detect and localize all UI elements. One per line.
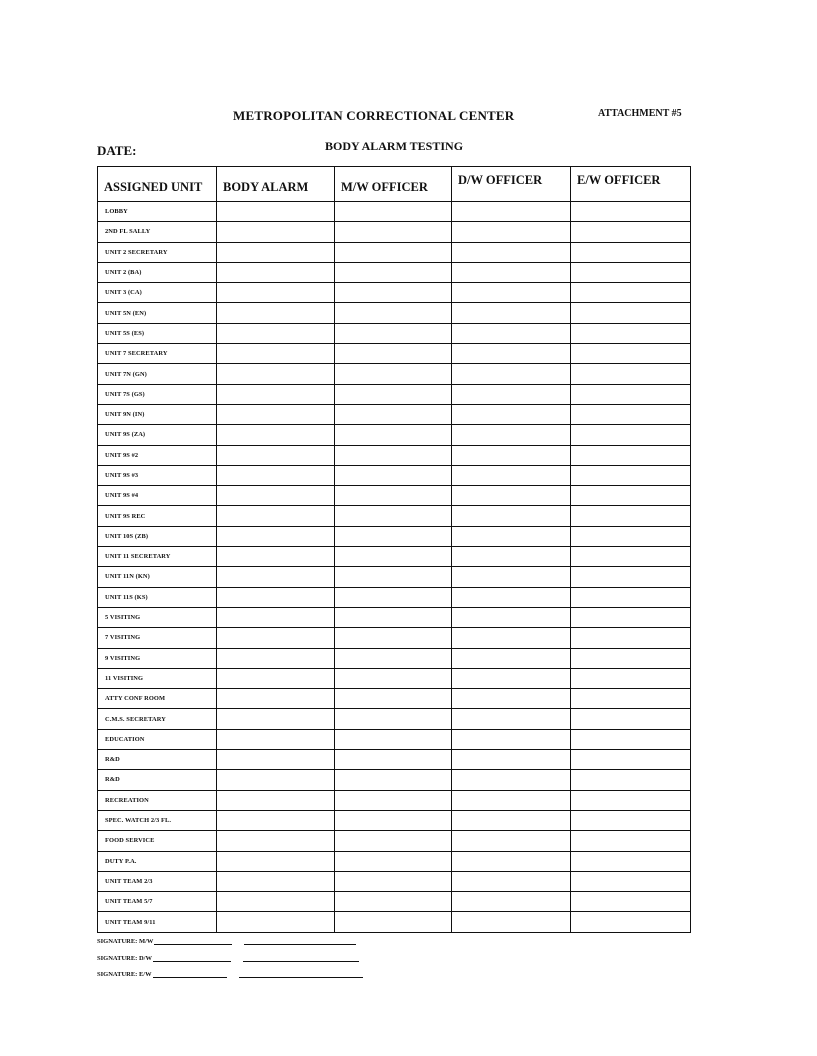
- assigned-unit-cell: 11 VISITING: [98, 669, 217, 688]
- body-alarm-cell[interactable]: [217, 628, 335, 647]
- body-alarm-cell[interactable]: [217, 263, 335, 282]
- signature-blank-mw[interactable]: [154, 937, 232, 945]
- ew-officer-cell[interactable]: [571, 405, 690, 424]
- table-body: [98, 202, 690, 933]
- mw-officer-cell[interactable]: [335, 709, 452, 728]
- dw-officer-cell[interactable]: [452, 263, 571, 282]
- assigned-unit-cell: ATTY CONF ROOM: [98, 689, 217, 708]
- body-alarm-cell[interactable]: [217, 385, 335, 404]
- mw-officer-cell[interactable]: [335, 466, 452, 485]
- table-row: [98, 912, 690, 932]
- assigned-unit-cell: UNIT 2 SECRETARY: [98, 243, 217, 262]
- table-row: [98, 831, 690, 851]
- dw-officer-cell[interactable]: [452, 811, 571, 830]
- table-row: [98, 425, 690, 445]
- body-alarm-table: [97, 166, 691, 933]
- ew-officer-cell[interactable]: [571, 831, 690, 850]
- table-row: [98, 324, 690, 344]
- assigned-unit-cell: EDUCATION: [98, 730, 217, 749]
- assigned-unit-cell: UNIT 11S (KS): [98, 588, 217, 607]
- mw-officer-cell[interactable]: [335, 202, 452, 221]
- dw-officer-cell[interactable]: [452, 324, 571, 343]
- dw-officer-cell[interactable]: [452, 303, 571, 322]
- assigned-unit-cell: RECREATION: [98, 791, 217, 810]
- assigned-unit-cell: UNIT TEAM 2/3: [98, 872, 217, 891]
- mw-officer-cell[interactable]: [335, 588, 452, 607]
- ew-officer-cell[interactable]: [571, 872, 690, 891]
- ew-officer-cell[interactable]: [571, 912, 690, 931]
- assigned-unit-cell: UNIT TEAM 9/11: [98, 912, 217, 931]
- mw-officer-cell[interactable]: [335, 364, 452, 383]
- signature-blank-ew-2[interactable]: [239, 970, 363, 978]
- mw-officer-cell[interactable]: [335, 669, 452, 688]
- assigned-unit-cell: C.M.S. SECRETARY: [98, 709, 217, 728]
- mw-officer-cell[interactable]: [335, 405, 452, 424]
- dw-officer-cell[interactable]: [452, 364, 571, 383]
- table-row: [98, 628, 690, 648]
- form-title: BODY ALARM TESTING: [325, 139, 464, 153]
- body-alarm-cell[interactable]: [217, 689, 335, 708]
- body-alarm-cell[interactable]: [217, 852, 335, 871]
- dw-officer-cell[interactable]: [452, 486, 571, 505]
- assigned-unit-cell: UNIT 9S (ZA): [98, 425, 217, 444]
- assigned-unit-cell: UNIT 9N (IN): [98, 405, 217, 424]
- body-alarm-cell[interactable]: [217, 709, 335, 728]
- signature-blank-mw-2[interactable]: [244, 937, 356, 945]
- ew-officer-cell[interactable]: [571, 202, 690, 221]
- table-row: [98, 466, 690, 486]
- assigned-unit-cell: UNIT 9S #4: [98, 486, 217, 505]
- ew-officer-cell[interactable]: [571, 385, 690, 404]
- dw-officer-cell[interactable]: [452, 547, 571, 566]
- table-row: [98, 547, 690, 567]
- body-alarm-cell[interactable]: [217, 466, 335, 485]
- assigned-unit-cell: UNIT 9S #3: [98, 466, 217, 485]
- ew-officer-cell[interactable]: [571, 283, 690, 302]
- dw-officer-cell[interactable]: [452, 222, 571, 241]
- body-alarm-cell[interactable]: [217, 588, 335, 607]
- dw-officer-cell[interactable]: [452, 344, 571, 363]
- ew-officer-cell[interactable]: [571, 446, 690, 465]
- body-alarm-cell[interactable]: [217, 750, 335, 769]
- assigned-unit-cell: UNIT 7 SECRETARY: [98, 344, 217, 363]
- column-header-mw-officer: M/W OFFICER: [335, 167, 452, 201]
- table-row: [98, 730, 690, 750]
- signature-label-ew: SIGNATURE: E/W: [97, 971, 152, 978]
- assigned-unit-cell: UNIT 9S #2: [98, 446, 217, 465]
- dw-officer-cell[interactable]: [452, 669, 571, 688]
- ew-officer-cell[interactable]: [571, 263, 690, 282]
- table-row: [98, 446, 690, 466]
- body-alarm-cell[interactable]: [217, 364, 335, 383]
- table-row: [98, 649, 690, 669]
- body-alarm-cell[interactable]: [217, 649, 335, 668]
- assigned-unit-cell: 9 VISITING: [98, 649, 217, 668]
- table-row: [98, 263, 690, 283]
- dw-officer-cell[interactable]: [452, 283, 571, 302]
- table-row: [98, 852, 690, 872]
- body-alarm-cell[interactable]: [217, 527, 335, 546]
- mw-officer-cell[interactable]: [335, 547, 452, 566]
- mw-officer-cell[interactable]: [335, 811, 452, 830]
- assigned-unit-cell: R&D: [98, 770, 217, 789]
- mw-officer-cell[interactable]: [335, 567, 452, 586]
- dw-officer-cell[interactable]: [452, 608, 571, 627]
- signature-line-mw: [97, 937, 356, 945]
- body-alarm-cell[interactable]: [217, 811, 335, 830]
- mw-officer-cell[interactable]: [335, 892, 452, 911]
- signature-blank-ew[interactable]: [153, 970, 227, 978]
- table-row: [98, 669, 690, 689]
- dw-officer-cell[interactable]: [452, 567, 571, 586]
- dw-officer-cell[interactable]: [452, 709, 571, 728]
- table-row: [98, 770, 690, 790]
- dw-officer-cell[interactable]: [452, 405, 571, 424]
- dw-officer-cell[interactable]: [452, 446, 571, 465]
- table-row: [98, 689, 690, 709]
- body-alarm-cell[interactable]: [217, 669, 335, 688]
- dw-officer-cell[interactable]: [452, 506, 571, 525]
- dw-officer-cell[interactable]: [452, 649, 571, 668]
- body-alarm-cell[interactable]: [217, 243, 335, 262]
- assigned-unit-cell: 5 VISITING: [98, 608, 217, 627]
- table-row: [98, 892, 690, 912]
- body-alarm-cell[interactable]: [217, 446, 335, 465]
- body-alarm-cell[interactable]: [217, 344, 335, 363]
- assigned-unit-cell: UNIT 10S (ZB): [98, 527, 217, 546]
- ew-officer-cell[interactable]: [571, 628, 690, 647]
- body-alarm-cell[interactable]: [217, 425, 335, 444]
- mw-officer-cell[interactable]: [335, 222, 452, 241]
- body-alarm-cell[interactable]: [217, 324, 335, 343]
- table-row: [98, 202, 690, 222]
- body-alarm-cell[interactable]: [217, 608, 335, 627]
- ew-officer-cell[interactable]: [571, 608, 690, 627]
- mw-officer-cell[interactable]: [335, 263, 452, 282]
- table-row: [98, 486, 690, 506]
- organization-title: METROPOLITAN CORRECTIONAL CENTER: [233, 108, 515, 123]
- body-alarm-cell[interactable]: [217, 892, 335, 911]
- dw-officer-cell[interactable]: [452, 831, 571, 850]
- table-row: [98, 608, 690, 628]
- ew-officer-cell[interactable]: [571, 243, 690, 262]
- table-row: [98, 588, 690, 608]
- body-alarm-cell[interactable]: [217, 770, 335, 789]
- table-row: [98, 283, 690, 303]
- ew-officer-cell[interactable]: [571, 892, 690, 911]
- assigned-unit-cell: FOOD SERVICE: [98, 831, 217, 850]
- signature-label-mw: SIGNATURE: M/W: [97, 938, 154, 945]
- assigned-unit-cell: SPEC. WATCH 2/3 FL.: [98, 811, 217, 830]
- ew-officer-cell[interactable]: [571, 222, 690, 241]
- body-alarm-cell[interactable]: [217, 567, 335, 586]
- table-row: [98, 567, 690, 587]
- body-alarm-cell[interactable]: [217, 486, 335, 505]
- ew-officer-cell[interactable]: [571, 547, 690, 566]
- dw-officer-cell[interactable]: [452, 202, 571, 221]
- ew-officer-cell[interactable]: [571, 852, 690, 871]
- mw-officer-cell[interactable]: [335, 385, 452, 404]
- mw-officer-cell[interactable]: [335, 750, 452, 769]
- dw-officer-cell[interactable]: [452, 750, 571, 769]
- body-alarm-cell[interactable]: [217, 222, 335, 241]
- mw-officer-cell[interactable]: [335, 344, 452, 363]
- ew-officer-cell[interactable]: [571, 770, 690, 789]
- body-alarm-cell[interactable]: [217, 283, 335, 302]
- body-alarm-cell[interactable]: [217, 872, 335, 891]
- ew-officer-cell[interactable]: [571, 588, 690, 607]
- ew-officer-cell[interactable]: [571, 730, 690, 749]
- table-header-row: [98, 167, 690, 202]
- signature-line-dw: [97, 954, 359, 962]
- signature-label-dw: SIGNATURE: D/W: [97, 955, 152, 962]
- dw-officer-cell[interactable]: [452, 770, 571, 789]
- column-header-body-alarm: BODY ALARM: [217, 167, 335, 201]
- mw-officer-cell[interactable]: [335, 770, 452, 789]
- body-alarm-cell[interactable]: [217, 547, 335, 566]
- table-row: [98, 303, 690, 323]
- body-alarm-cell[interactable]: [217, 303, 335, 322]
- table-row: [98, 811, 690, 831]
- mw-officer-cell[interactable]: [335, 324, 452, 343]
- table-row: [98, 344, 690, 364]
- mw-officer-cell[interactable]: [335, 791, 452, 810]
- dw-officer-cell[interactable]: [452, 892, 571, 911]
- ew-officer-cell[interactable]: [571, 486, 690, 505]
- dw-officer-cell[interactable]: [452, 527, 571, 546]
- table-row: [98, 872, 690, 892]
- table-row: [98, 750, 690, 770]
- mw-officer-cell[interactable]: [335, 730, 452, 749]
- ew-officer-cell[interactable]: [571, 466, 690, 485]
- table-row: [98, 506, 690, 526]
- ew-officer-cell[interactable]: [571, 527, 690, 546]
- table-row: [98, 791, 690, 811]
- assigned-unit-cell: 7 VISITING: [98, 628, 217, 647]
- assigned-unit-cell: UNIT 5S (ES): [98, 324, 217, 343]
- table-row: [98, 243, 690, 263]
- assigned-unit-cell: UNIT 2 (BA): [98, 263, 217, 282]
- assigned-unit-cell: UNIT 5N (EN): [98, 303, 217, 322]
- attachment-label: ATTACHMENT #5: [598, 108, 682, 119]
- mw-officer-cell[interactable]: [335, 608, 452, 627]
- ew-officer-cell[interactable]: [571, 811, 690, 830]
- dw-officer-cell[interactable]: [452, 852, 571, 871]
- mw-officer-cell[interactable]: [335, 425, 452, 444]
- mw-officer-cell[interactable]: [335, 303, 452, 322]
- assigned-unit-cell: UNIT 3 (CA): [98, 283, 217, 302]
- mw-officer-cell[interactable]: [335, 831, 452, 850]
- mw-officer-cell[interactable]: [335, 243, 452, 262]
- ew-officer-cell[interactable]: [571, 750, 690, 769]
- body-alarm-cell[interactable]: [217, 730, 335, 749]
- ew-officer-cell[interactable]: [571, 344, 690, 363]
- dw-officer-cell[interactable]: [452, 628, 571, 647]
- body-alarm-cell[interactable]: [217, 912, 335, 931]
- ew-officer-cell[interactable]: [571, 303, 690, 322]
- mw-officer-cell[interactable]: [335, 912, 452, 931]
- body-alarm-cell[interactable]: [217, 831, 335, 850]
- mw-officer-cell[interactable]: [335, 486, 452, 505]
- table-row: [98, 364, 690, 384]
- column-header-assigned-unit: ASSIGNED UNIT: [98, 167, 217, 201]
- body-alarm-cell[interactable]: [217, 405, 335, 424]
- mw-officer-cell[interactable]: [335, 283, 452, 302]
- ew-officer-cell[interactable]: [571, 791, 690, 810]
- body-alarm-cell[interactable]: [217, 506, 335, 525]
- ew-officer-cell[interactable]: [571, 567, 690, 586]
- assigned-unit-cell: UNIT TEAM 5/7: [98, 892, 217, 911]
- ew-officer-cell[interactable]: [571, 669, 690, 688]
- assigned-unit-cell: UNIT 9S REC: [98, 506, 217, 525]
- ew-officer-cell[interactable]: [571, 425, 690, 444]
- mw-officer-cell[interactable]: [335, 446, 452, 465]
- dw-officer-cell[interactable]: [452, 466, 571, 485]
- table-row: [98, 527, 690, 547]
- dw-officer-cell[interactable]: [452, 588, 571, 607]
- assigned-unit-cell: UNIT 11 SECRETARY: [98, 547, 217, 566]
- table-row: [98, 405, 690, 425]
- mw-officer-cell[interactable]: [335, 506, 452, 525]
- dw-officer-cell[interactable]: [452, 791, 571, 810]
- mw-officer-cell[interactable]: [335, 689, 452, 708]
- dw-officer-cell[interactable]: [452, 872, 571, 891]
- assigned-unit-cell: LOBBY: [98, 202, 217, 221]
- assigned-unit-cell: R&D: [98, 750, 217, 769]
- mw-officer-cell[interactable]: [335, 649, 452, 668]
- ew-officer-cell[interactable]: [571, 649, 690, 668]
- assigned-unit-cell: UNIT 7S (GS): [98, 385, 217, 404]
- mw-officer-cell[interactable]: [335, 852, 452, 871]
- body-alarm-cell[interactable]: [217, 202, 335, 221]
- dw-officer-cell[interactable]: [452, 425, 571, 444]
- signature-line-ew: [97, 970, 363, 978]
- assigned-unit-cell: UNIT 7N (GN): [98, 364, 217, 383]
- dw-officer-cell[interactable]: [452, 385, 571, 404]
- dw-officer-cell[interactable]: [452, 730, 571, 749]
- ew-officer-cell[interactable]: [571, 364, 690, 383]
- column-header-ew-officer: E/W OFFICER: [577, 172, 661, 187]
- dw-officer-cell[interactable]: [452, 689, 571, 708]
- mw-officer-cell[interactable]: [335, 527, 452, 546]
- assigned-unit-cell: 2ND FL SALLY: [98, 222, 217, 241]
- mw-officer-cell[interactable]: [335, 628, 452, 647]
- table-row: [98, 709, 690, 729]
- assigned-unit-cell: DUTY P.A.: [98, 852, 217, 871]
- ew-officer-cell[interactable]: [571, 324, 690, 343]
- dw-officer-cell[interactable]: [452, 912, 571, 931]
- date-label: DATE:: [97, 143, 137, 158]
- dw-officer-cell[interactable]: [452, 243, 571, 262]
- mw-officer-cell[interactable]: [335, 872, 452, 891]
- signature-blank-dw-2[interactable]: [243, 954, 359, 962]
- body-alarm-cell[interactable]: [217, 791, 335, 810]
- signature-blank-dw[interactable]: [153, 954, 231, 962]
- ew-officer-cell[interactable]: [571, 506, 690, 525]
- assigned-unit-cell: UNIT 11N (KN): [98, 567, 217, 586]
- ew-officer-cell[interactable]: [571, 709, 690, 728]
- table-row: [98, 385, 690, 405]
- table-row: [98, 222, 690, 242]
- ew-officer-cell[interactable]: [571, 689, 690, 708]
- column-header-dw-officer: D/W OFFICER: [452, 167, 571, 201]
